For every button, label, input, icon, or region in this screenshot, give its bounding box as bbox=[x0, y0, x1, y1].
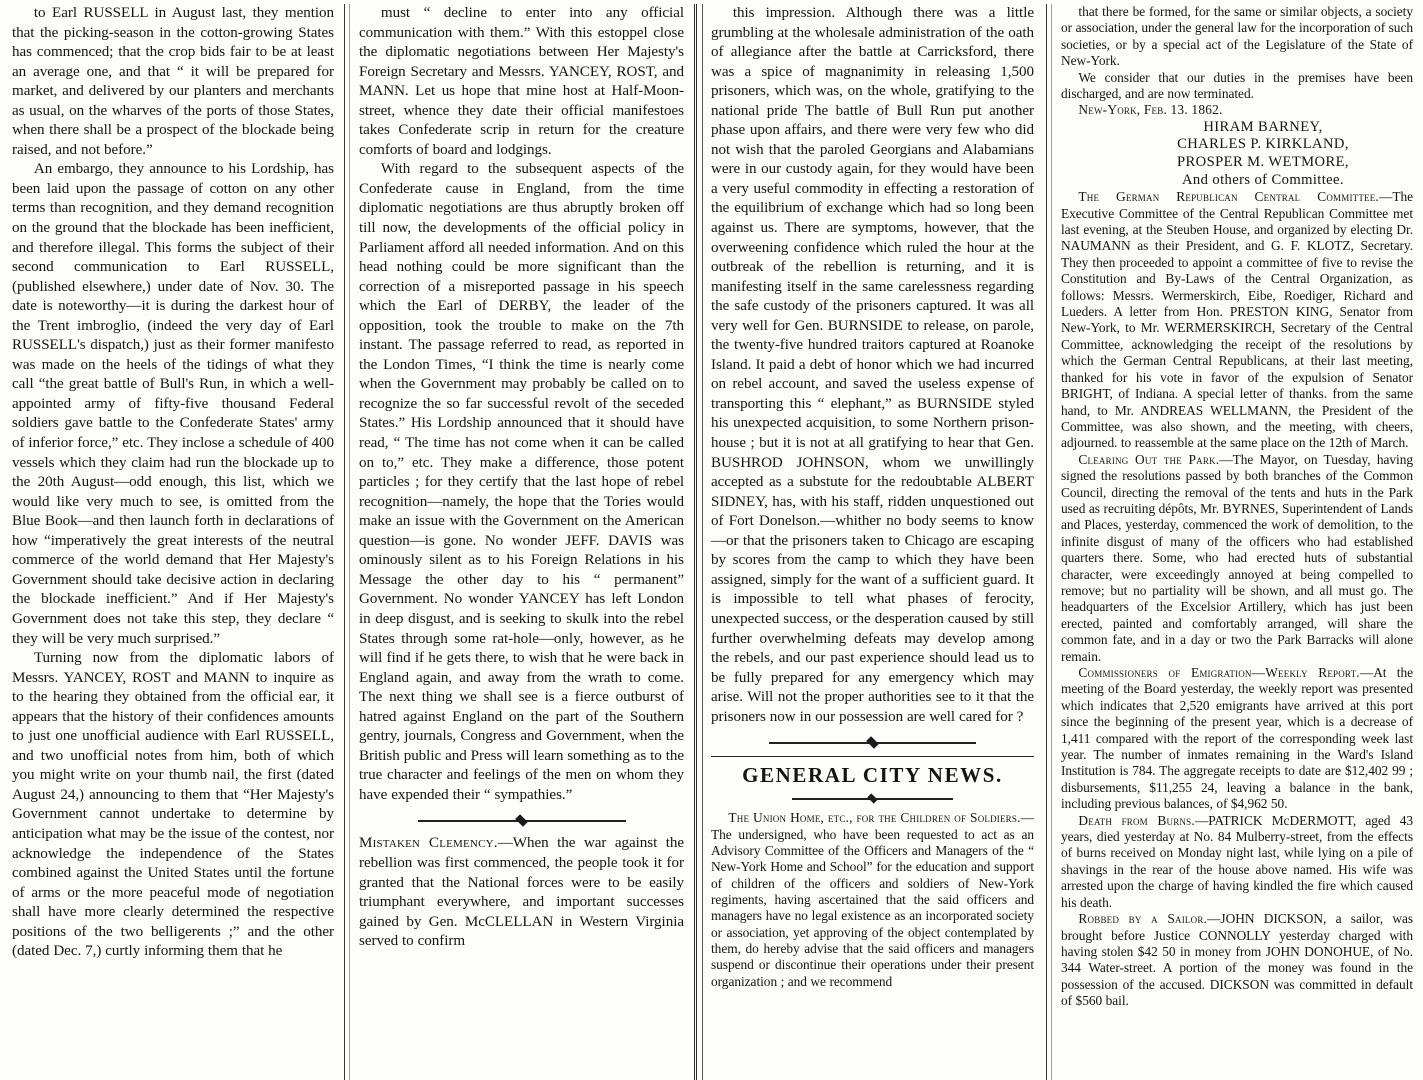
news-item-union-home bbox=[711, 810, 1034, 990]
news-body: PATRICK McDERMOTT, aged 43 years, died yesterday at No. 84 Mulberry-street, from the effects of burns received on Monday night last, while lying on a pile of shavings in the rear of the house above named. His wife was arrested upon the charge of having kindled the fire which caused his death. bbox=[1061, 812, 1413, 910]
news-headline: Clearing Out the Park. bbox=[1078, 451, 1220, 467]
news-headline: Death from Burns. bbox=[1078, 812, 1195, 828]
news-body: At the meeting of the Board yesterday, the weekly report was presented which indicates that 2,520 emigrants have arrived at this port since the beginning of the present year, which is a decrease of 1,411 compared with the report of the corresponding week last year. The number of inmates remaining in the Ward's Island Institution is 784. The aggregate receipts to date are $12,402 99 ; disbursements, $11,255 24, leaving a balance in the bank, including previous balances, of $4,962 50. bbox=[1061, 665, 1413, 812]
column-4 bbox=[1046, 4, 1423, 1080]
signature-block bbox=[1061, 119, 1413, 189]
section-title: GENERAL CITY NEWS. bbox=[742, 763, 1003, 788]
paragraph: With regard to the subsequent aspects of the Confederate cause in England, from the time diplomatic negotiations are thus abruptly broken off till now, the developments of the official policy in Parliament afford all needed information. And on this head nothing could be more significant than the correction of a misreported passage in his speech which the Earl of DERBY, the leader of the opposition, took the trouble to make on the 7th instant. The passage referred to read, as reported in the London Times, “I think the time is nearly come when the Government may probably be called on to recognize the so far successful revolt of the seceded States.” His Lordship announced that it should have read, “ The time has not come when it can be called on to,” etc. They make a difference, those potent particles ; for they certify that the last hope of rebel recognition—namely, the hope that the Tories would make an issue with the Government on the American question—is gone. No wonder JEFF. DAVIS was ominously silent as to his Foreign Relations in his Message the other day to his “ permanent” Government. No wonder YANCEY has left London in deep disgust, and is seeking to skulk into the rebel States through some rat-hole—only, however, as he will find if he gets there, to wish that he were back in England again, and away from the wrath to come. The next thing we shall see is a fierce outburst of hatred against England on the part of the Southern gentry, journals, Congress and Government, when the British public and Press will learn something as to the true character and feelings of the men on whom they have expended their “ sympathies.” bbox=[359, 161, 684, 803]
paragraph: to Earl RUSSELL in August last, they mention that the picking-season in the cotton-growing States has commenced; that the crop bids fair to be at least an average one, and that “ it will be prepared for market, and delivered by our planters and merchants as usual, on the wharves of the ports of those States, when there shall be a prospect of the blockade being raised, and not before.” bbox=[12, 5, 334, 158]
ornamental-divider bbox=[418, 814, 626, 828]
article-mistaken-clemency bbox=[359, 834, 684, 951]
signature-line: HIRAM BARNEY, bbox=[1203, 118, 1323, 135]
article-headline: Mistaken Clemency. bbox=[359, 835, 498, 852]
paragraph: Turning now from the diplomatic labors of Messrs. YANCEY, ROST and MANN to inquire as to the hearing they obtained from the official ear, it appears that the history of their confidences amounts to just one unofficial audience with Earl RUSSELL, and two unofficial notes from him, both of which you might write on your thumb nail, the first (dated August 24,) announcing to them that “Her Majesty's Government cannot undertake to determine by anticipation what may be the issue of the contest, nor acknowledge the independence of the States combined against the United States until the fortune of arms or the more peaceful mode of negotiation shall have more clearly determined the respective positions of the two belligerents ;” and the other (dated Dec. 7,) curtly informing them that he bbox=[12, 650, 334, 960]
ornamental-divider-small bbox=[792, 792, 954, 806]
headline-dash: — bbox=[1219, 451, 1233, 467]
headline-dash: — bbox=[1378, 189, 1393, 205]
paragraph: must “ decline to enter into any official communication with them.” With this estoppel close the diplomatic negotiations between Her Majesty's Foreign Secretary and Messrs. YANCEY, ROST, and MANN. Let us hope that mine host at Half-Moon-street, whence they date their official manifestoes takes Confederate scrip in return for the creature comforts of board and lodgings. bbox=[359, 5, 684, 158]
headline-dash: — bbox=[1020, 810, 1034, 826]
general-city-news-section bbox=[711, 763, 1034, 990]
news-item-commissioners-of-emigration bbox=[1061, 665, 1413, 813]
news-item-german-republican-committee bbox=[1061, 189, 1413, 452]
news-body: JOHN DICKSON, a sailor, was brought before Justice CONNOLLY yesterday charged with having stolen $42 50 in money from JOHN DONOHUE, of No. 344 Water-street. A portion of the money was found in the possession of the accused. DICKSON was committed in default of $560 bail. bbox=[1061, 911, 1414, 1009]
section-rule bbox=[711, 756, 1034, 757]
dateline bbox=[1061, 102, 1413, 118]
signature-line: And others of Committee. bbox=[1181, 171, 1344, 188]
news-headline: Robbed by a Sailor. bbox=[1078, 911, 1208, 927]
ornamental-divider bbox=[769, 736, 976, 750]
news-body: The Mayor, on Tuesday, having signed the resolutions passed by both branches of the Common Council, directing the removal of the tents and huts in the Park used as recruiting dépôts, Mr. BYRNES, Superintendent of Lands and Places, yesterday, commenced the work of demolition, to the infinite disgust of many of the officers who had established quarters there. Some, who had erected huts of substantial character, were exceedingly annoyed at being compelled to remove; but no partiality will be shown, and all must go. The headquarters of the Excelsior Artillery, which has just been erected, painted and comfortably arranged, will share the common fate, and in a day or two the Park Barracks will alone remain. bbox=[1061, 451, 1413, 664]
headline-dash: — bbox=[1194, 812, 1209, 828]
headline-dash: — bbox=[1359, 665, 1374, 680]
column-2 bbox=[344, 4, 694, 1080]
continuation-paragraph: that there be formed, for the same or similar objects, a society or association, under the general law for the incorporation of such societies, or by a special act of the Legislature of the State of New-York. bbox=[1061, 4, 1413, 69]
article-body: When the war against the rebellion was first commenced, the people took it for granted that the National forces were to be easily triumphant everywhere, and important successes gained by Gen. McCLELLAN in Western Virginia served to confirm bbox=[359, 835, 684, 950]
news-item-death-from-burns bbox=[1061, 813, 1413, 911]
news-body: The undersigned, who have been requested to act as an Advisory Committee of the Officers and Managers of the “ New-York Home and School” for the education and support of children of the officers and soldiers of New-York regiments, having ascertained that the said officers and managers have no legal existence as an incorporated society or association, yet approving of the object contemplated by them, do hereby advise that the said officers and managers suspend or discontinue their operations under their present organization ; and we recommend bbox=[711, 826, 1034, 989]
news-body: The Executive Committee of the Central Republican Committee met last evening, at the Steuben House, and organized by electing Dr. NAUMANN as their President, and G. F. KLOTZ, Secretary. They then proceeded to appoint a committee of five to revise the Constitution and By-Laws of the Central Organization, as follows: Messrs. Wermerskirch, Eibe, Roediger, Richard and Lueders. A letter from Hon. PRESTON KING, Senator from New-York, to Mr. WERMERSKIRCH, Secretary of the Central Committee, acknowledging the receipt of the resolutions by which the German Central Republicans, at their last meeting, thanked for his vote in favor of the expulsion of Senator BRIGHT, of Indiana. A special letter of thanks. from the same hand, to Mr. ANDREAS WELLMANN, the President of the Committee, was also shown, and the meeting, with cheers, adjourned. to reassemble at the same place on the 12th of March. bbox=[1061, 189, 1413, 451]
headline-dash: — bbox=[497, 835, 513, 852]
news-headline: The German Republican Central Committee. bbox=[1078, 189, 1379, 205]
news-item-clearing-out-the-park bbox=[1061, 452, 1413, 665]
signature-line: CHARLES P. KIRKLAND, bbox=[1177, 136, 1349, 153]
paragraph: An embargo, they announce to his Lordship, has been laid upon the passage of cotton on any other terms than recognition, and they demand recognition on the ground that the blockade has been inefficient, and therefore illegal. This forms the subject of their second communication to Earl RUSSELL, (published elsewhere,) under date of Nov. 30. The date is noteworthy—it is during the darkest hour of the Trent imbroglio, (indeed the very day of Earl RUSSELL's dispatch,) just as their former manifesto was made on the heels of the tidings of what they call “the great battle of Bull's Run, in which a well-appointed army of fifty-five thousand Federal soldiers gave battle to the Confederate States' army of inferior force,” etc. They inclose a schedule of 400 vessels which they claim had run the blockade up to the 20th August—odd enough, this list, which we would like very much to see, is omitted from the Blue Book—and then launch forth in declarations of how “imperatively the great interests of the neutral commerce of the world demand that Her Majesty's Government should take decisive action in declaring the blockade inefficient.” And if Her Majesty's Government does not take this step, they declare “ they will be very much surprised.” bbox=[12, 161, 334, 647]
column-1 bbox=[0, 4, 344, 1080]
headline-dash: — bbox=[1207, 911, 1221, 927]
news-headline: The Union Home, etc., for the Children of Soldiers. bbox=[728, 810, 1021, 826]
news-headline: Commissioners of Emigration—Weekly Report. bbox=[1078, 665, 1360, 680]
closing-paragraph: We consider that our duties in the premises have been discharged, and are now terminated. bbox=[1061, 69, 1413, 102]
signature-line: PROSPER M. WETMORE, bbox=[1177, 154, 1349, 171]
dateline-text: New-York, Feb. 13. 1862. bbox=[1078, 102, 1223, 118]
paragraph: this impression. Although there was a little grumbling at the wholesale administration of the oath of allegiance after the battle at Carricksford, there was a spice of magnanimity in releasing 1,500 prisoners, which was, on the whole, gratifying to the national pride The battle of Bull Run put another phase upon affairs, and there were very few who did not wish that the paroled Georgians and Alabamians were in our custody again, for they would have been a very useful commodity in effecting a restoration of the equilibrium of exchange which had so long been against us. There are symptoms, however, that the overweening confidence which ruled the hour at the outbreak of the rebellion is returning, and it is manifesting itself in the same carelessness regarding the safe custody of the prisoners captured. It was all very well for Gen. BURNSIDE to release, on parole, the twenty-five hundred traitors captured at Roanoke Island. It paid a debt of honor which we had incurred on rebel account, and saved the useless expense of transporting this “ elephant,” as BURNSIDE styled his unexpected acquisition, to some Northern prison-house ; but it is not at all gratifying to hear that Gen. BUSHROD JOHNSON, whom we unwillingly accepted as a substute for the redoubtable ALBERT SIDNEY, has, with his staff, ridden unquestioned out of Fort Donelson.—whither no body seems to know—or that the prisoners taken to Chicago are escaping by scores from the camp to which they have been assigned, simply for the want of a sufficient guard. It is impossible to tell what phases of ferocity, unexpected success, or the desperation caused by still further overwhelming defeats may develop among the rebels, and our past experience should lead us to be fully prepared for any emergency which may arise. Will not the proper authorities see to it that the prisoners now in our possession are well cared for ? bbox=[711, 5, 1034, 725]
column-3 bbox=[694, 4, 1046, 1080]
news-item-robbed-by-a-sailor bbox=[1061, 911, 1413, 1009]
